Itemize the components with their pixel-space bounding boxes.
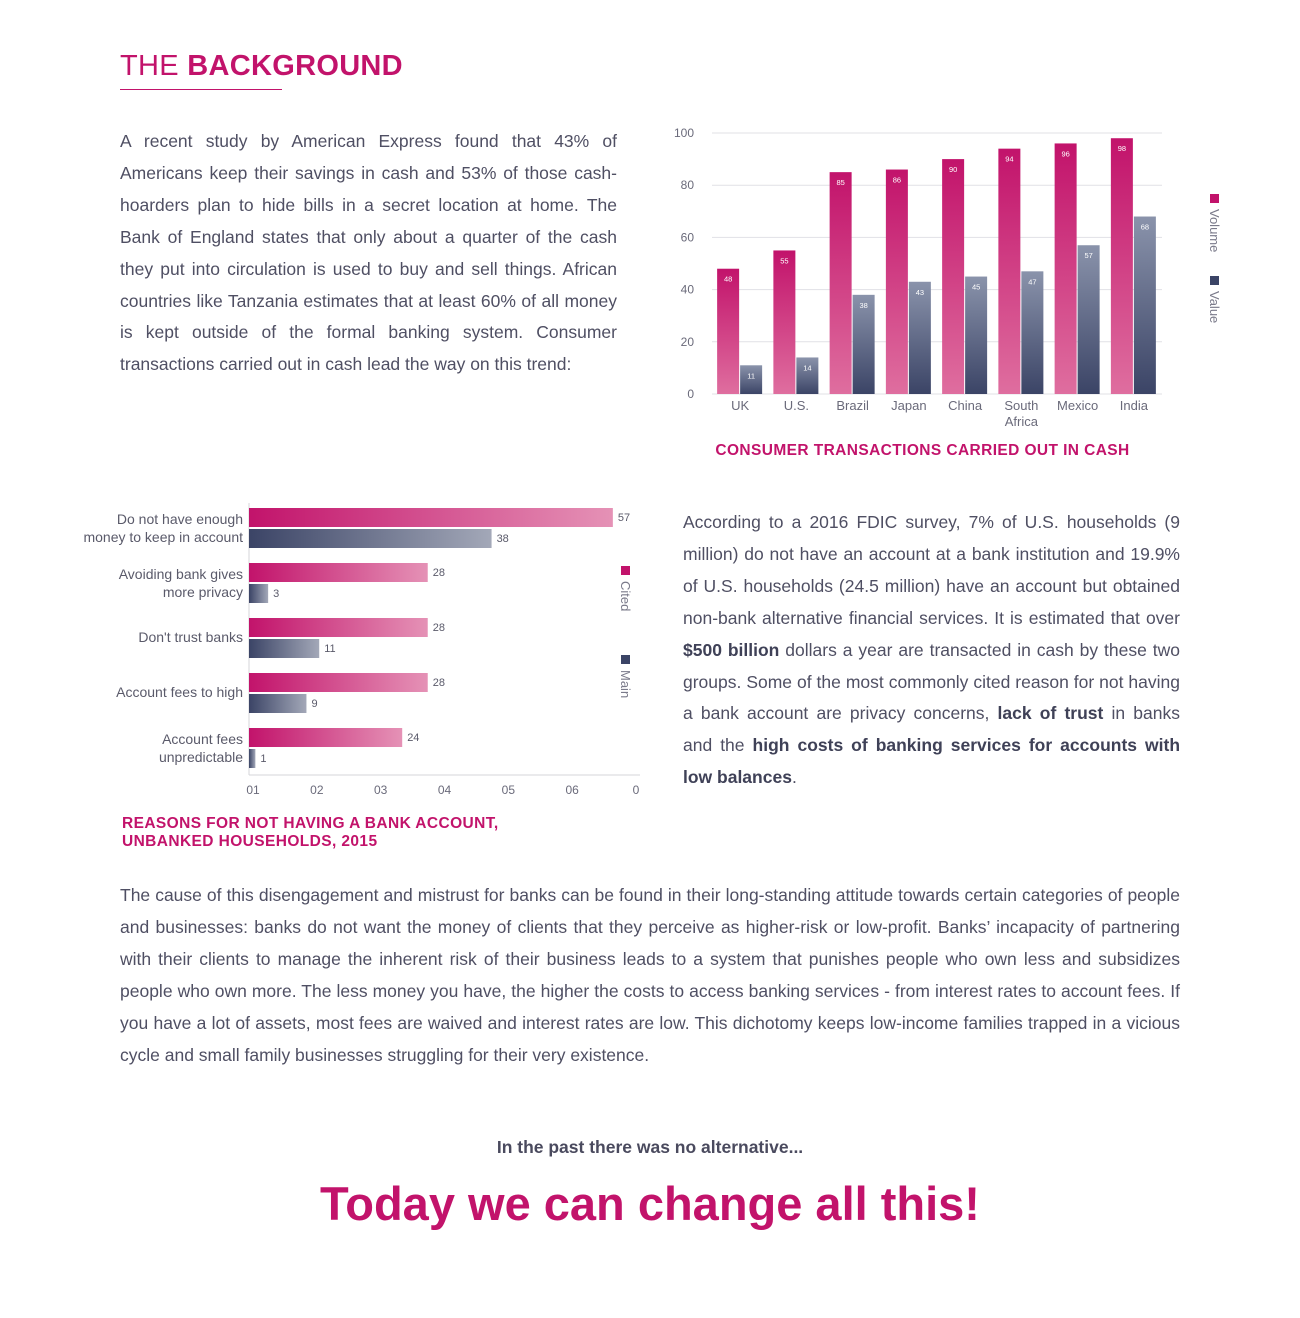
bar-value-label: 9 (311, 698, 318, 710)
x-tick-label: Japan (891, 398, 927, 413)
bar-value-label: 55 (780, 256, 789, 266)
bar-volume (830, 172, 852, 394)
bar-main (249, 529, 492, 548)
x-tick-label: 02 (310, 783, 324, 797)
bar-main (249, 584, 268, 603)
category-label: Account fees to high (116, 684, 243, 700)
y-tick-label: 100 (673, 126, 694, 140)
tagline: In the past there was no alternative... (496, 1137, 804, 1157)
fdic-bold-1: $500 billion (683, 639, 780, 660)
x-tick-label: Brazil (836, 398, 869, 413)
bar-value-label: 94 (1005, 154, 1014, 164)
legend-swatch-main (621, 655, 630, 664)
x-tick-label: South (1004, 398, 1039, 413)
bar-value-label: 38 (496, 533, 509, 545)
x-tick-label: China (948, 398, 983, 413)
fdic-bold-3: high costs of banking services for accounts with low balances (683, 735, 1181, 788)
bar-value-label: 86 (892, 175, 902, 185)
bar-main (249, 749, 255, 768)
bar-value-label: 90 (948, 165, 958, 175)
bar-value-label: 1 (260, 753, 267, 765)
bar-volume (998, 149, 1020, 394)
category-label: Don't trust banks (138, 629, 243, 645)
bar-value (965, 277, 987, 394)
bar-volume (886, 170, 908, 394)
category-label: more privacy (162, 584, 243, 600)
heading-light: THE (120, 50, 188, 82)
y-tick-label: 0 (687, 387, 694, 401)
x-tick-label: 01 (246, 783, 260, 797)
fdic-text-4: . (791, 767, 797, 788)
bar-value-label: 47 (1028, 277, 1037, 287)
bar-main (249, 694, 306, 713)
bar-value-label: 68 (1140, 222, 1150, 232)
bar-volume (942, 159, 964, 394)
bar-value-label: 11 (324, 643, 336, 655)
x-tick-label: 03 (373, 783, 388, 797)
fdic-text-1: According to a 2016 FDIC survey, 7% of U.S. households (9 million) do not have an account at a bank institution and 19.9% of U.S. households (24.5 million) have an account but obtained non-bank alternative financial services. It is estimated that over (683, 512, 1180, 628)
bar-value-label: 57 (617, 512, 631, 524)
bar-value-label: 24 (407, 732, 420, 744)
bar-value-label: 28 (432, 567, 445, 579)
fdic-paragraph (683, 507, 1180, 794)
legend-label-cited: Cited (618, 581, 633, 612)
y-tick-label: 20 (680, 334, 694, 349)
y-tick-label: 80 (680, 178, 694, 193)
unbanked-reasons-chart (40, 495, 660, 805)
bar-value-label: 98 (1117, 144, 1127, 154)
disengagement-paragraph: The cause of this disengagement and mistrust for banks can be found in their long-standing attitude towards certain categories of people and businesses: banks do not want the money of clients that they perceive as higher-risk or low-profit. Banks’ incapacity of partnering with their clients to manage the inherent risk of their business leads to a system that punishes people who own less and subsidizes people who own more. The less money you have, the higher the costs to access banking services - from interest rates to account fees. If you have a lot of assets, most fees are waived and interest rates are low. This dichotomy keeps low-income families trapped in a vicious cycle and small family businesses struggling for their very existence. (120, 885, 1180, 1065)
intro-paragraph: A recent study by American Express found that 43% of Americans keep their savings in cash and 53% of those cash-hoarders plan to hide bills in a secret location at home. The Bank of England states that only about a quarter of the cash they put into circulation is used to buy and sell things. African countries like Tanzania estimates that at least 60% of all money is kept outside of the formal banking system. Consumer transactions carried out in cash lead the way on this trend: (120, 131, 617, 375)
x-tick-label: Africa (1004, 414, 1038, 429)
bar-value (1021, 271, 1043, 394)
section-heading (120, 50, 403, 83)
category-label: Do not have enough (116, 511, 243, 527)
bar-value-label: 57 (1084, 251, 1093, 261)
fdic-text-3: in banks and the (683, 703, 1180, 756)
heading-underline (120, 89, 282, 90)
x-tick-label: 06 (565, 783, 579, 797)
bar-volume (1111, 138, 1133, 394)
x-tick-label: India (1119, 398, 1148, 413)
x-tick-label: 04 (437, 783, 452, 797)
bar-value-label: 3 (273, 588, 280, 600)
y-tick-label: 60 (680, 230, 694, 245)
bar-value (909, 282, 931, 394)
category-label: unpredictable (158, 749, 243, 765)
bar-value-label: 96 (1061, 149, 1070, 159)
bar-cited (249, 508, 613, 527)
fdic-bold-2: lack of trust (997, 703, 1104, 724)
category-label: Avoiding bank gives (118, 566, 243, 582)
bar-value-label: 28 (432, 677, 445, 689)
bar-value-label: 43 (915, 287, 925, 297)
y-tick-label: 40 (680, 282, 694, 297)
x-tick-label: UK (731, 398, 750, 413)
bar-volume (1055, 143, 1077, 394)
bar-volume (773, 250, 795, 394)
category-label: Account fees (162, 731, 243, 747)
bar-value-label: 45 (971, 282, 981, 292)
bar-cited (249, 728, 402, 747)
x-tick-label: 0 (632, 783, 640, 797)
headline: Today we can change all this! (320, 1177, 980, 1230)
bar-volume (717, 269, 739, 394)
category-label: money to keep in account (83, 529, 243, 545)
bar-value-label: 48 (723, 274, 733, 284)
fdic-text-2: dollars a year are transacted in cash by these two groups. Some of the most commonly cited reason for not having a bank account are privacy concerns, (683, 639, 1180, 724)
bar-cited (249, 563, 428, 582)
legend-swatch-cited (621, 566, 630, 575)
x-tick-label: 05 (501, 783, 516, 797)
bar-value-label: 28 (432, 622, 445, 634)
chart1-title: CONSUMER TRANSACTIONS CARRIED OUT IN CASH (715, 442, 1130, 459)
bar-cited (249, 618, 428, 637)
heading-bold: BACKGROUND (187, 50, 403, 82)
bar-value (1134, 217, 1156, 394)
bar-value (1078, 245, 1100, 394)
legend-label-volume: Volume (1207, 209, 1222, 253)
x-tick-label: Mexico (1057, 398, 1099, 413)
bar-value-label: 85 (836, 178, 845, 188)
chart2-title: REASONS FOR NOT HAVING A BANK ACCOUNT, UNBANKED HOUSEHOLDS, 2015 (122, 815, 499, 850)
legend-label-main: Main (618, 670, 633, 699)
bar-value-label: 14 (803, 363, 812, 373)
legend-swatch-value (1210, 276, 1219, 285)
bar-main (249, 639, 319, 658)
bar-value-label: 11 (747, 371, 756, 381)
x-tick-label: U.S. (783, 398, 810, 413)
legend-label-value: Value (1207, 291, 1222, 324)
bar-cited (249, 673, 428, 692)
cash-transactions-chart (650, 110, 1250, 440)
legend-swatch-volume (1210, 194, 1219, 203)
bar-value-label: 38 (859, 300, 868, 310)
